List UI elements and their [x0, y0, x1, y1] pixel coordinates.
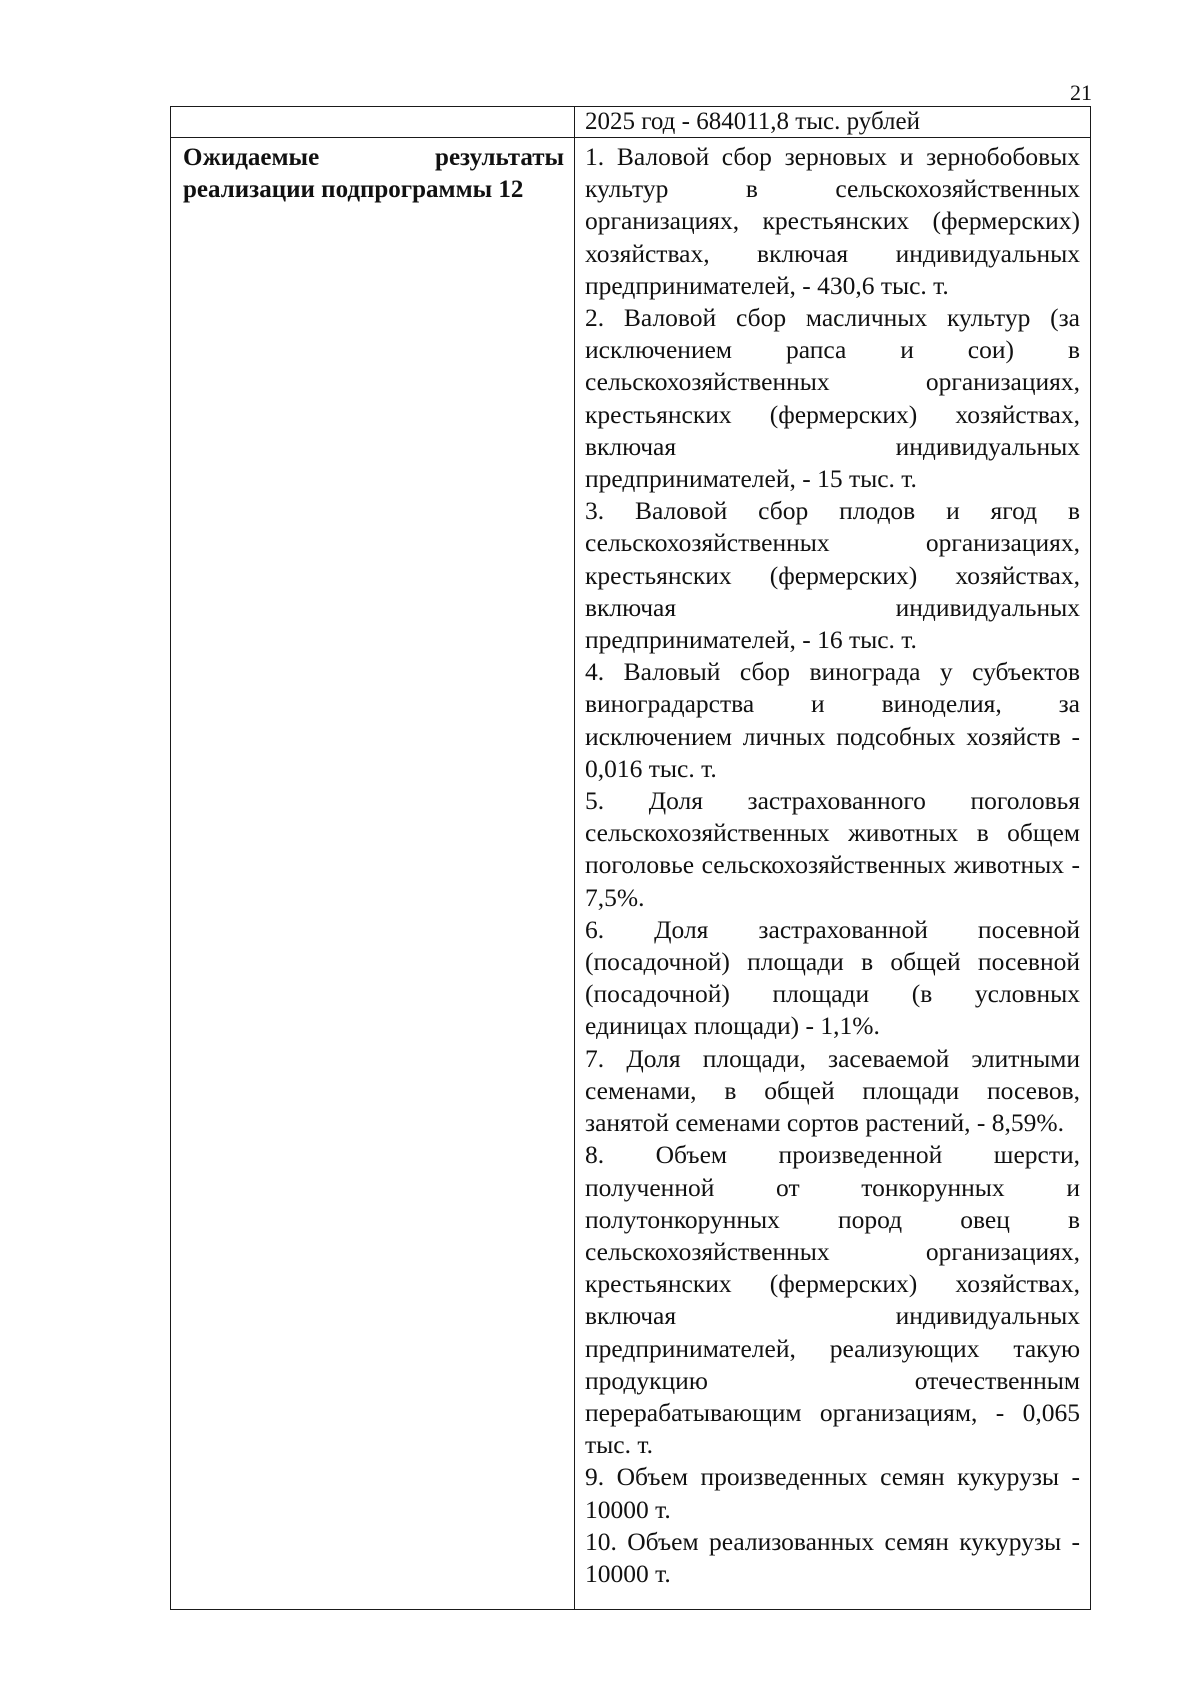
- result-item-7: 7. Доля площади, засеваемой элитными семенами, в общей площади посевов, занятой семенами сортов растений, - 8,59%.: [585, 1043, 1080, 1138]
- subprogram-table: [170, 106, 1091, 1610]
- expected-results-cell: [575, 138, 1091, 1610]
- result-item-6: 6. Доля застрахованной посевной (посадочной) площади в общей посевной (посадочной) площади (в условных единицах площади) - 1,1%.: [585, 914, 1080, 1041]
- result-item-8: 8. Объем произведенной шерсти, полученной от тонкорунных и полутонкорунных пород овец в сельскохозяйственных организациях, крестьянских (фермерских) хозяйствах, включая индивидуальных предпринимателей, реализующих такую продукцию отечественным перерабатывающим организациям, - 0,065 тыс. т.: [585, 1140, 1080, 1460]
- results-row: [171, 138, 1091, 1610]
- result-item-10: 10. Объем реализованных семян кукурузы - 10000 т.: [585, 1526, 1080, 1588]
- result-item-5: 5. Доля застрахованного поголовья сельскохозяйственных животных в общем поголовье сельскохозяйственных животных - 7,5%.: [585, 786, 1080, 912]
- funding-2025-cell: 2025 год - 684011,8 тыс. рублей: [575, 107, 1091, 138]
- expected-results-label: Ожидаемые результаты реализации подпрограммы 12: [171, 138, 575, 1610]
- funding-row: [171, 107, 1091, 138]
- funding-row-left-cell: [171, 107, 575, 138]
- result-item-1: 1. Валовой сбор зерновых и зернобобовых культур в сельскохозяйственных организациях, крестьянских (фермерских) хозяйствах, включая индивидуальных предпринимателей, - 430,6 тыс. т.: [585, 142, 1080, 300]
- result-item-2: 2. Валовой сбор масличных культур (за исключением рапса и сои) в сельскохозяйственных организациях, крестьянских (фермерских) хозяйствах, включая индивидуальных предпринимателей, - 15 тыс. т.: [585, 303, 1080, 494]
- page-number: 21: [1070, 80, 1092, 105]
- result-item-4: 4. Валовый сбор винограда у субъектов виноградарства и виноделия, за исключением личных подсобных хозяйств - 0,016 тыс. т.: [585, 657, 1080, 783]
- result-item-9: 9. Объем произведенных семян кукурузы - 10000 т.: [585, 1462, 1080, 1524]
- results-list: [585, 141, 1080, 1590]
- result-item-3: 3. Валовой сбор плодов и ягод в сельскохозяйственных организациях, крестьянских (фермерских) хозяйствах, включая индивидуальных предпринимателей, - 16 тыс. т.: [585, 496, 1080, 655]
